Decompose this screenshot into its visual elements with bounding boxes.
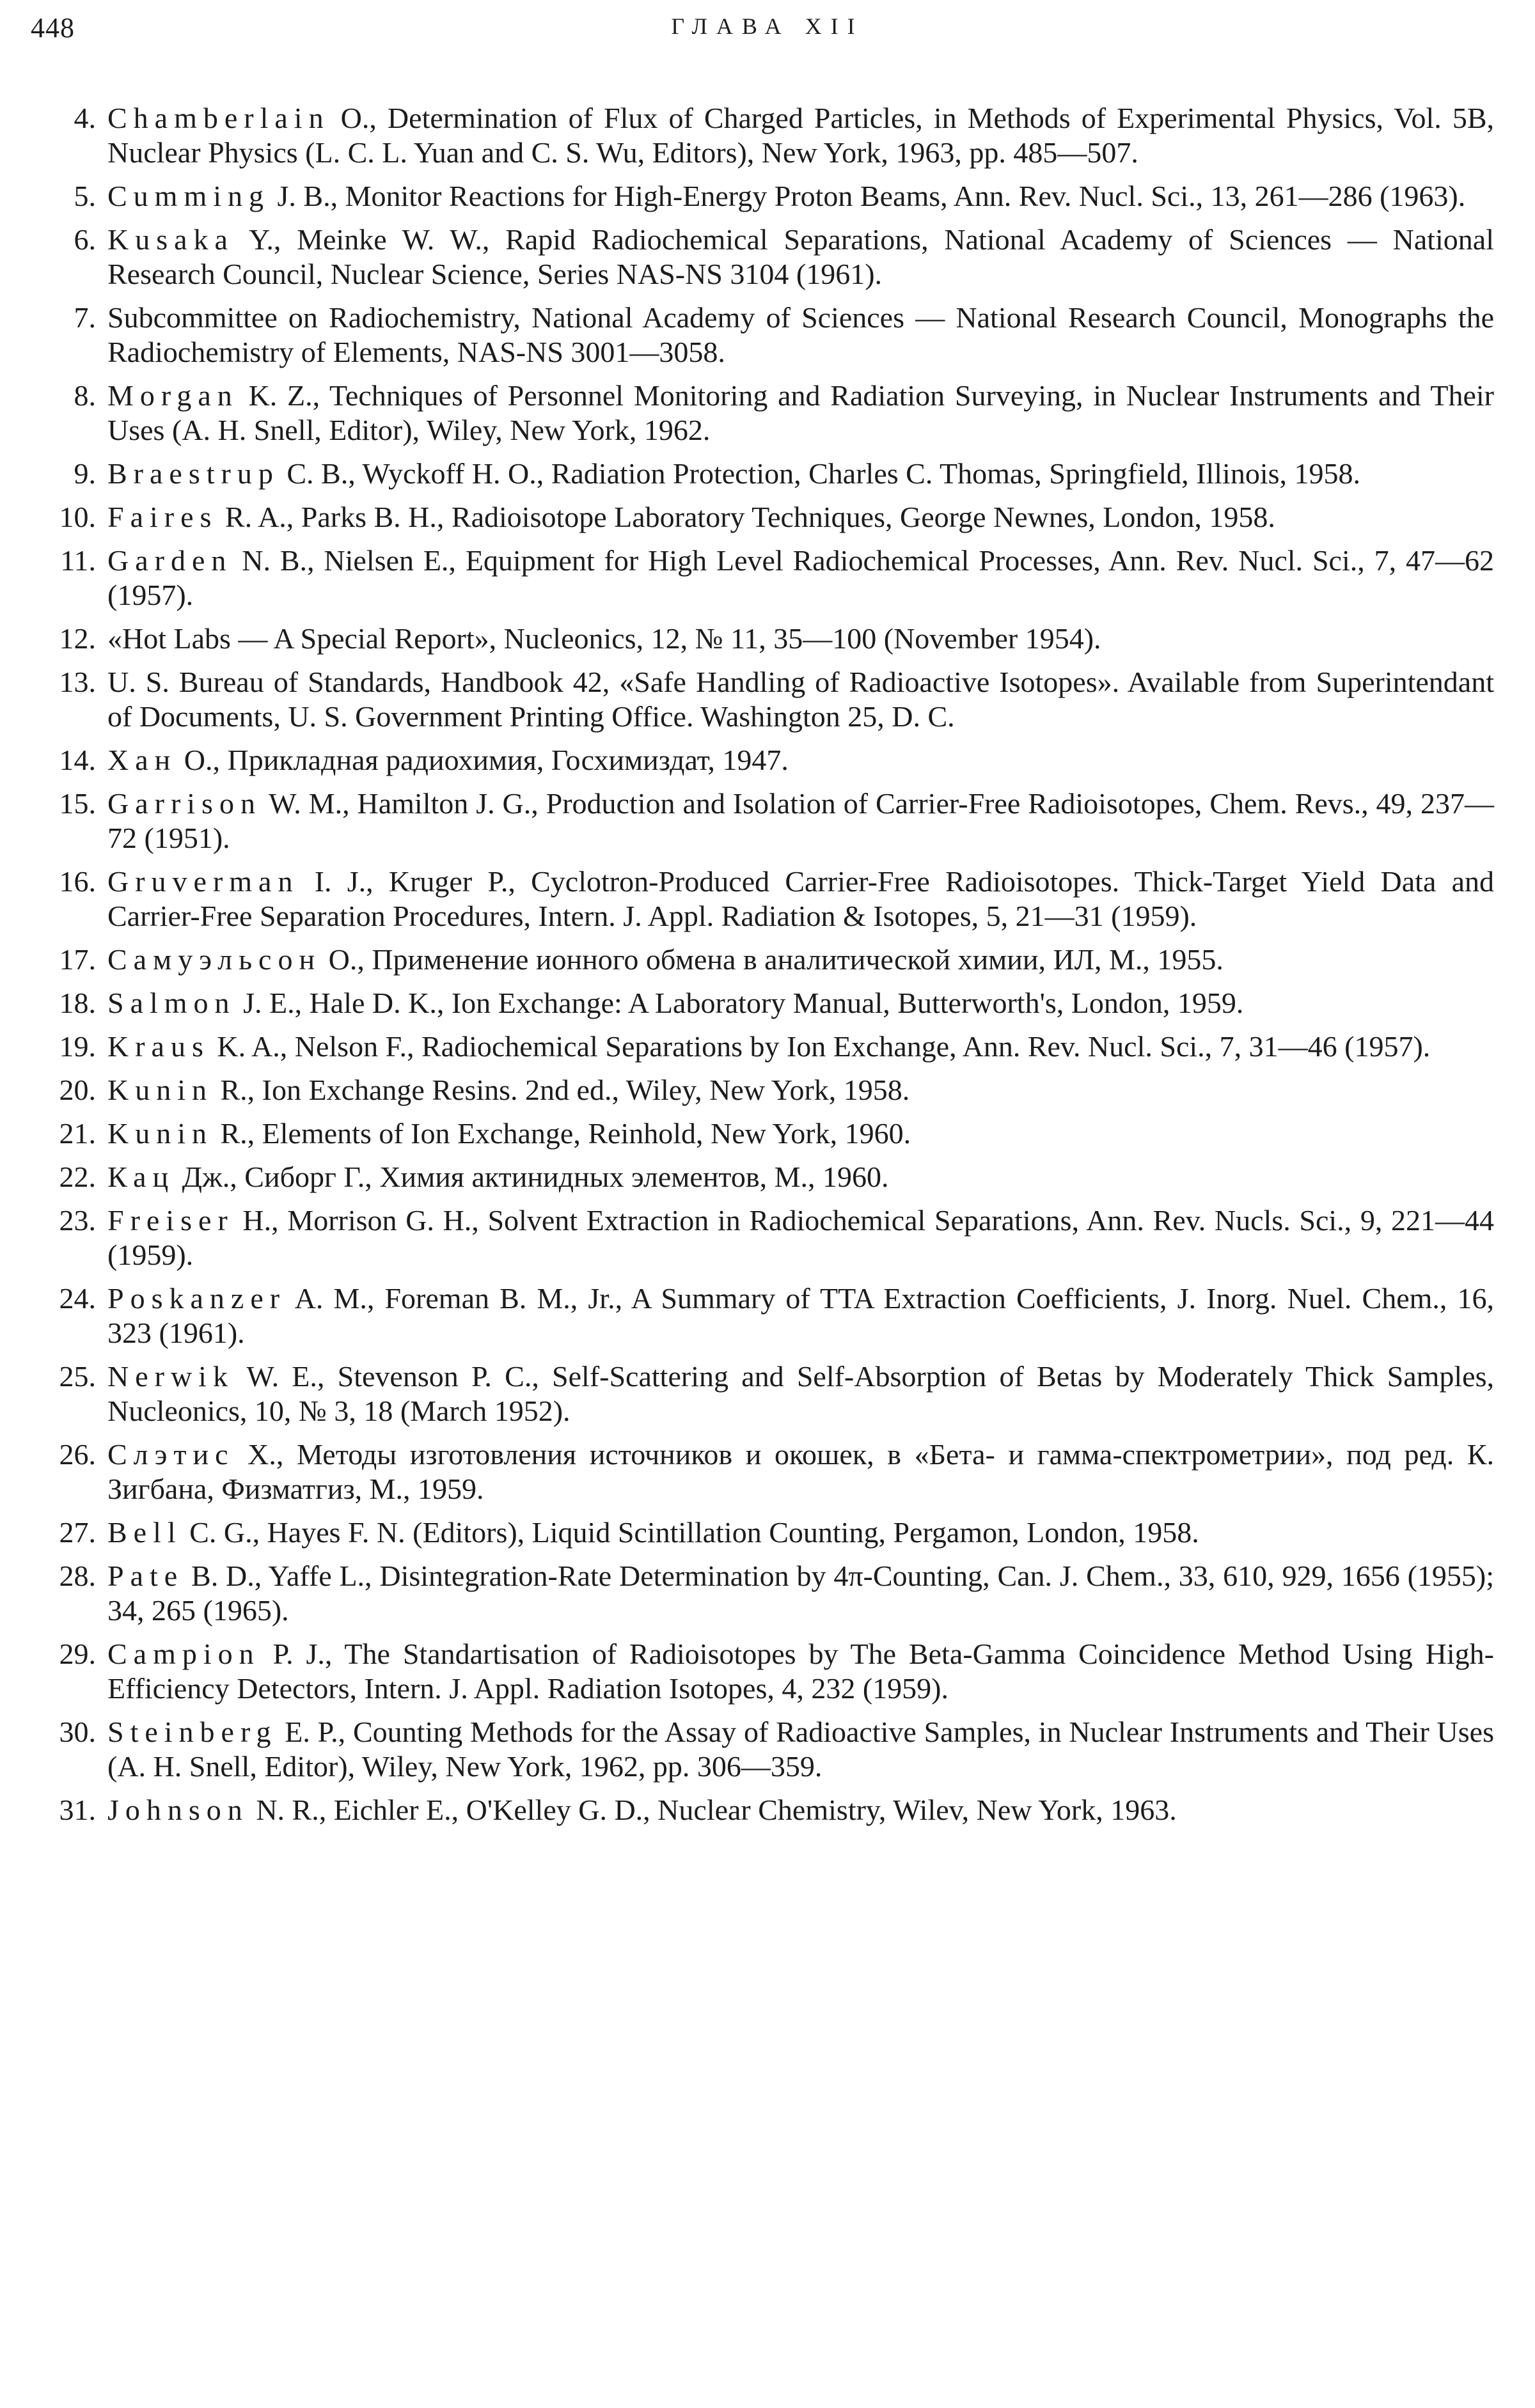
reference-item: [38, 1793, 1494, 1827]
reference-text: W. M., Hamilton J. G., Production and Isolation of Carrier-Free Radioisotopes, Chem. Revs., 49, 237—72 (1951).: [107, 787, 1494, 854]
reference-author: Freiser: [107, 1204, 234, 1237]
reference-text: H., Morrison G. H., Solvent Extraction in Radiochemical Separations, Ann. Rev. Nucls. Sci., 9, 221—44 (1959).: [107, 1204, 1494, 1271]
reference-number: 8 .: [38, 379, 96, 413]
reference-number: 31 .: [38, 1793, 96, 1827]
reference-author: Salmon: [107, 987, 236, 1019]
reference-text: A. M., Foreman B. M., Jr., A Summary of TTA Extraction Coefficients, J. Inorg. Nuel. Chem., 16, 323 (1961).: [107, 1282, 1494, 1349]
reference-item: [38, 1281, 1494, 1350]
reference-text: I. J., Kruger P., Cyclotron-Produced Carrier-Free Radioisotopes. Thick-Target Yield Data and Carrier-Free Separation Procedures, Intern. J. Appl. Radiation & Isotopes, 5, 21—31 (1959).: [107, 865, 1495, 932]
reference-number: 20 .: [38, 1073, 96, 1107]
reference-number: 28 .: [38, 1559, 96, 1593]
reference-text: R. A., Parks B. H., Radioisotope Laboratory Techniques, George Newnes, London, 1958.: [224, 501, 1275, 533]
reference-item: [38, 864, 1494, 934]
reference-number: 27 .: [38, 1515, 96, 1550]
reference-author: Johnson: [107, 1794, 249, 1826]
reference-number: 5 .: [38, 179, 96, 214]
reference-number: 12 .: [38, 622, 96, 656]
reference-number: 22 .: [38, 1160, 96, 1194]
reference-text: C. B., Wyckoff H. O., Radiation Protection, Charles C. Thomas, Springfield, Illinois, 1958.: [287, 457, 1361, 490]
reference-number: 29 .: [38, 1637, 96, 1671]
reference-author: Poskanzer: [107, 1282, 287, 1315]
reference-text: Subcommittee on Radiochemistry, National Academy of Sciences — National Research Council, Monographs the Radiochemistry of Elements, NAS-NS 3001—3058.: [107, 301, 1494, 368]
reference-number: 13 .: [38, 665, 96, 700]
chapter-title: ГЛАВА XII: [671, 13, 864, 39]
reference-list: [38, 101, 1494, 1836]
reference-number: 14 .: [38, 743, 96, 778]
reference-item: [38, 1559, 1494, 1628]
reference-author: Pate: [107, 1560, 184, 1592]
reference-item: [38, 379, 1494, 448]
reference-text: Дж., Сиборг Г., Химия актинидных элементов, М., 1960.: [182, 1161, 889, 1193]
reference-item: [38, 986, 1494, 1020]
reference-number: 26 .: [38, 1437, 96, 1472]
reference-author: Cumming: [107, 180, 271, 212]
reference-author: Morgan: [107, 379, 239, 412]
reference-item: [38, 1160, 1494, 1194]
reference-item: [38, 942, 1494, 977]
reference-number: 18 .: [38, 986, 96, 1020]
reference-text: O., Determination of Flux of Charged Particles, in Methods of Experimental Physics, Vol. 5B, Nuclear Physics (L. C. L. Yuan and C. S. Wu, Editors), New York, 1963, pp. 485—507.: [107, 102, 1495, 169]
reference-text: J. B., Monitor Reactions for High-Energy Proton Beams, Ann. Rev. Nucl. Sci., 13, 261—286 (1963).: [277, 180, 1466, 212]
reference-item: [38, 179, 1494, 214]
reference-author: Kraus: [107, 1030, 210, 1063]
reference-number: 10 .: [38, 500, 96, 535]
reference-item: [38, 786, 1494, 856]
reference-number: 9 .: [38, 457, 96, 491]
reference-item: [38, 1073, 1494, 1107]
reference-text: «Hot Labs — A Special Report», Nucleonics, 12, № 11, 35—100 (November 1954).: [107, 622, 1101, 655]
reference-number: 19 .: [38, 1029, 96, 1064]
reference-text: О., Применение ионного обмена в аналитической химии, ИЛ, М., 1955.: [328, 943, 1224, 976]
reference-author: Faires: [107, 501, 218, 533]
reference-text: K. Z., Techniques of Personnel Monitoring and Radiation Surveying, in Nuclear Instruments and Their Uses (A. H. Snell, Editor), Wiley, New York, 1962.: [107, 379, 1494, 446]
reference-number: 24 .: [38, 1281, 96, 1316]
reference-author: Слэтис: [107, 1438, 235, 1471]
reference-item: [38, 1437, 1494, 1506]
reference-item: [38, 101, 1494, 170]
reference-item: [38, 500, 1494, 535]
reference-item: [38, 665, 1494, 734]
reference-text: О., Прикладная радиохимия, Госхимиздат, 1947.: [184, 744, 789, 776]
reference-author: Garden: [107, 544, 233, 577]
reference-text: R., Elements of Ion Exchange, Reinhold, New York, 1960.: [220, 1117, 911, 1150]
reference-number: 23 .: [38, 1203, 96, 1238]
reference-number: 6 .: [38, 223, 96, 257]
reference-text: J. E., Hale D. K., Ion Exchange: A Laboratory Manual, Butterworth's, London, 1959.: [243, 987, 1244, 1019]
reference-text: N. R., Eichler E., O'Kelley G. D., Nuclear Chemistry, Wilev, New York, 1963.: [256, 1794, 1177, 1826]
reference-author: Bell: [107, 1516, 182, 1549]
reference-number: 7 .: [38, 301, 96, 335]
reference-text: N. B., Nielsen E., Equipment for High Level Radiochemical Processes, Ann. Rev. Nucl. Sci., 7, 47—62 (1957).: [107, 544, 1494, 611]
reference-text: U. S. Bureau of Standards, Handbook 42, «Safe Handling of Radioactive Isotopes». Available from Superintendant of Documents, U. S. Government Printing Office. Washington 25, D. C.: [107, 666, 1494, 733]
reference-author: Garrison: [107, 787, 262, 820]
reference-number: 16 .: [38, 864, 96, 899]
reference-author: Campion: [107, 1638, 260, 1670]
reference-number: 21 .: [38, 1116, 96, 1151]
reference-author: Хан: [107, 744, 177, 776]
page-number: 448: [31, 12, 75, 43]
reference-item: [38, 301, 1494, 370]
reference-item: [38, 1203, 1494, 1272]
page-header: [31, 12, 1504, 50]
reference-item: [38, 543, 1494, 613]
reference-item: [38, 223, 1494, 292]
reference-number: 17 .: [38, 942, 96, 977]
reference-number: 25 .: [38, 1359, 96, 1394]
reference-item: [38, 1715, 1494, 1784]
reference-author: Kusaka: [107, 223, 234, 256]
reference-text: P. J., The Standartisation of Radioisotopes by The Beta-Gamma Coincidence Method Using High-Efficiency Detectors, Intern. J. Appl. Radiation Isotopes, 4, 232 (1959).: [107, 1638, 1494, 1705]
reference-item: [38, 457, 1494, 491]
reference-item: [38, 1637, 1494, 1706]
reference-item: [38, 1029, 1494, 1064]
reference-number: 4 .: [38, 101, 96, 136]
reference-text: C. G., Hayes F. N. (Editors), Liquid Scintillation Counting, Pergamon, London, 1958.: [189, 1516, 1199, 1549]
reference-author: Самуэльсон: [107, 943, 322, 976]
reference-number: 11 .: [38, 543, 96, 578]
reference-author: Steinberg: [107, 1716, 278, 1748]
reference-text: K. A., Nelson F., Radiochemical Separations by Ion Exchange, Ann. Rev. Nucl. Sci., 7, 31—46 (1957).: [217, 1030, 1431, 1063]
reference-author: Kunin: [107, 1074, 213, 1106]
reference-item: [38, 1515, 1494, 1550]
reference-author: Braestrup: [107, 457, 279, 490]
reference-text: W. E., Stevenson P. C., Self-Scattering and Self-Absorption of Betas by Moderately Thick Samples, Nucleonics, 10, № 3, 18 (March 1952).: [107, 1360, 1494, 1427]
reference-author: Кац: [107, 1161, 175, 1193]
reference-number: 15 .: [38, 786, 96, 821]
reference-text: B. D., Yaffe L., Disintegration-Rate Determination by 4π-Counting, Can. J. Chem., 33, 610, 929, 1656 (1955); 34, 265 (1965).: [107, 1560, 1495, 1627]
reference-item: [38, 1116, 1494, 1151]
reference-author: Gruverman: [107, 865, 299, 898]
reference-number: 30 .: [38, 1715, 96, 1749]
reference-text: Y., Meinke W. W., Rapid Radiochemical Separations, National Academy of Sciences — National Research Council, Nuclear Science, Series NAS-NS 3104 (1961).: [107, 223, 1495, 290]
reference-text: Х., Методы изготовления источников и окошек, в «Бета- и гамма-спектрометрии», под ред. К. Зигбана, Физматгиз, М., 1959.: [107, 1438, 1494, 1505]
reference-text: R., Ion Exchange Resins. 2nd ed., Wiley, New York, 1958.: [220, 1074, 910, 1106]
reference-text: E. P., Counting Methods for the Assay of Radioactive Samples, in Nuclear Instruments and Their Uses (A. H. Snell, Editor), Wiley, New York, 1962, pp. 306—359.: [107, 1716, 1495, 1783]
reference-author: Kunin: [107, 1117, 213, 1150]
reference-author: Chamberlain: [107, 102, 330, 134]
reference-item: [38, 743, 1494, 778]
reference-item: [38, 622, 1494, 656]
reference-item: [38, 1359, 1494, 1428]
reference-author: Nerwik: [107, 1360, 234, 1393]
